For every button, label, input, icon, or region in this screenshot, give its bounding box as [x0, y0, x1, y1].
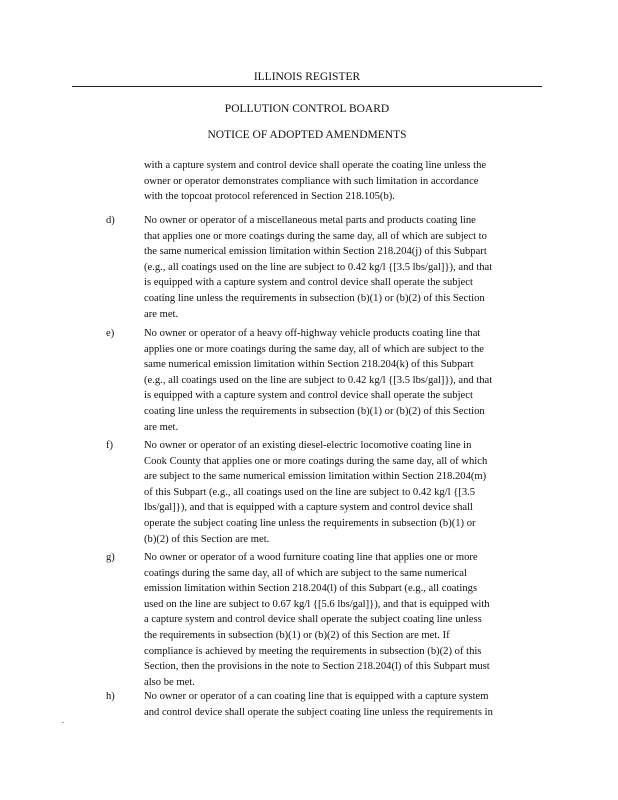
text-line: coatings during the same day, all of which are subject to the same numerical	[144, 567, 467, 579]
notice-title: NOTICE OF ADOPTED AMENDMENTS	[207, 129, 407, 141]
text-line: No owner or operator of an existing diesel-electric locomotive coating line in	[144, 440, 472, 451]
header-rule	[72, 86, 542, 87]
text-line: a capture system and control device shall operate the subject coating line unless	[144, 614, 482, 626]
text-line: of this Subpart (e.g., all coatings used on the line are subject to 0.42 kg/l {[3.5	[144, 486, 476, 498]
text-line: compliance is achieved by meeting the requirements in subsection (b)(2) of this	[144, 645, 482, 657]
board-title: POLLUTION CONTROL BOARD	[224, 103, 390, 115]
text-line: No owner or operator of a wood furniture coating line that applies one or more	[144, 552, 478, 563]
section-h-paragraph	[144, 689, 544, 720]
text-line: No owner or operator of a heavy off-highway vehicle products coating line that	[144, 328, 481, 339]
text-line: is equipped with a capture system and control device shall operate the subject	[144, 277, 473, 289]
text-line: also be met.	[144, 676, 195, 688]
text-line: No owner or operator of a miscellaneous metal parts and products coating line	[144, 215, 476, 226]
section-g-paragraph	[144, 550, 544, 690]
text-line: applies one or more coatings during the same day, all of which are subject to the	[144, 343, 484, 355]
text-line: are met.	[144, 421, 179, 433]
text-line: (b)(2) of this Section are met.	[144, 533, 270, 545]
section-label-e: e)	[106, 328, 115, 339]
section-label-h: h)	[106, 691, 115, 702]
text-line: the same numerical emission limitation within Section 218.204(j) of this Subpart	[144, 246, 487, 258]
section-e-paragraph	[144, 326, 544, 435]
text-line: are subject to the same numerical emission limitation within Section 218.204(m)	[144, 471, 487, 483]
section-f-paragraph	[144, 438, 544, 547]
text-line: coating line unless the requirements in subsection (b)(1) or (b)(2) of this Section	[144, 292, 485, 304]
text-line: (e.g., all coatings used on the line are subject to 0.42 kg/l {[3.5 lbs/gal]}), and that	[144, 261, 493, 273]
text-line: with the topcoat protocol referenced in Section 218.105(b).	[144, 191, 395, 203]
text-line: and control device shall operate the subject coating line unless the requirements in	[144, 706, 493, 718]
text-line: used on the line are subject to 0.67 kg/l {[5.6 lbs/gal]}), and that is equipped with	[144, 598, 490, 610]
section-label-d: d)	[106, 215, 115, 226]
register-title: ILLINOIS REGISTER	[253, 71, 361, 83]
text-line: is equipped with a capture system and control device shall operate the subject	[144, 390, 473, 402]
text-line: (e.g., all coatings used on the line are subject to 0.42 kg/l {[3.5 lbs/gal]}), and that	[144, 374, 493, 386]
text-line: emission limitation within Section 218.204(l) of this Subpart (e.g., all coatings	[144, 583, 478, 595]
continuation-paragraph	[144, 158, 544, 205]
text-line: Section, then the provisions in the note to Section 218.204(l) of this Subpart must	[144, 661, 490, 673]
text-line: lbs/gal]}), and that is equipped with a capture system and control device shall	[144, 502, 473, 514]
text-line: are met.	[144, 308, 179, 320]
section-d-paragraph	[144, 213, 544, 322]
text-line: the requirements in subsection (b)(1) or (b)(2) of this Section are met. If	[144, 629, 450, 641]
margin-mark: .	[62, 716, 64, 725]
section-label-f: f)	[106, 440, 114, 451]
text-line: No owner or operator of a can coating line that is equipped with a capture system	[144, 691, 489, 702]
text-line: Cook County that applies one or more coatings during the same day, all of which	[144, 455, 488, 467]
text-line: that applies one or more coatings during the same day, all of which are subject to	[144, 230, 487, 242]
text-line: same numerical emission limitation within Section 218.204(k) of this Subpart	[144, 359, 474, 371]
text-line: owner or operator demonstrates compliance with such limitation in accordance	[144, 175, 479, 187]
text-line: with a capture system and control device shall operate the coating line unless the	[144, 160, 487, 171]
section-label-g: g)	[106, 552, 115, 563]
text-line: operate the subject coating line unless the requirements in subsection (b)(1) or	[144, 517, 476, 529]
text-line: coating line unless the requirements in subsection (b)(1) or (b)(2) of this Section	[144, 405, 485, 417]
